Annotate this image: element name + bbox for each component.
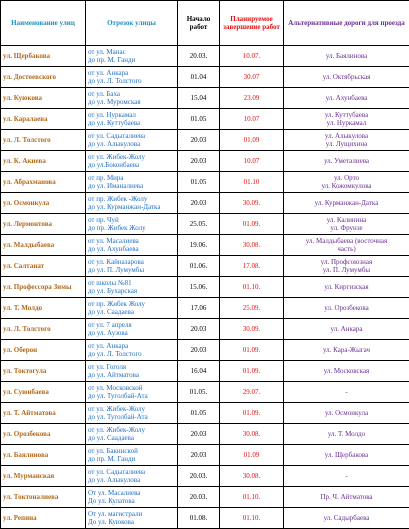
alternative-roads-cell: [284, 298, 409, 319]
end-date-cell: [220, 298, 284, 319]
segment-cell-line: от ул. Московской: [88, 384, 175, 392]
table-row: [1, 88, 409, 109]
segment-cell-line: до пр. М. Ганди: [88, 455, 175, 463]
table-row: [1, 445, 409, 466]
end-date-cell-line: 30.08.: [222, 472, 281, 480]
alternative-roads-cell-line: ул. Уметалиева: [286, 157, 407, 165]
alternative-roads-cell: [284, 466, 409, 487]
alternative-roads-cell: [284, 67, 409, 88]
end-date-cell: [220, 403, 284, 424]
start-date-cell: [178, 445, 220, 466]
end-date-cell: [220, 172, 284, 193]
table-row: [1, 67, 409, 88]
segment-cell-line: До ул. Куюкова: [88, 518, 175, 526]
segment-cell-line: до ул. Л. Толстого: [88, 77, 175, 85]
segment-cell: [86, 277, 178, 298]
segment-cell-line: от ул. 7 апреля: [88, 321, 175, 329]
street-name-cell: [1, 403, 86, 424]
start-date-cell-line: 16.04: [180, 367, 217, 375]
street-name-cell: [1, 151, 86, 172]
segment-cell-line: До ул. Кулатова: [88, 497, 175, 505]
end-date-cell: [220, 193, 284, 214]
segment-cell-line: до пр. Жибек Жолу: [88, 224, 175, 232]
start-date-cell-line: 20.03: [180, 136, 217, 144]
header-street: Наименование улиц: [1, 1, 86, 46]
end-date-cell: [220, 466, 284, 487]
start-date-cell: [178, 193, 220, 214]
segment-cell: [86, 172, 178, 193]
alternative-roads-cell-line: ул. Алыкулова: [286, 132, 407, 140]
segment-cell-line: от ул. Анкара: [88, 69, 175, 77]
header-alt: Альтернативные дороги для проезда: [284, 1, 409, 46]
start-date-cell: [178, 403, 220, 424]
alternative-roads-cell: [284, 193, 409, 214]
segment-cell: [86, 424, 178, 445]
end-date-cell-line: 29.07.: [222, 388, 281, 396]
alternative-roads-cell-line: ул. Ахунбаева: [286, 94, 407, 102]
alternative-roads-cell-line: часть): [286, 245, 407, 253]
segment-cell-line: от пр. Чуй: [88, 216, 175, 224]
alternative-roads-cell: [284, 361, 409, 382]
start-date-cell: [178, 214, 220, 235]
end-date-cell-line: 25.09.: [222, 304, 281, 312]
end-date-cell-line: 10.07: [222, 115, 281, 123]
end-date-cell: [220, 151, 284, 172]
table-row: [1, 193, 409, 214]
street-name-cell: [1, 487, 86, 508]
end-date-cell: [220, 109, 284, 130]
alternative-roads-cell-line: ул. Калинина: [286, 216, 407, 224]
alternative-roads-cell: [284, 256, 409, 277]
table-row: [1, 424, 409, 445]
street-name-cell: [1, 109, 86, 130]
start-date-cell-line: 20.03: [180, 325, 217, 333]
end-date-cell-line: 17.08.: [222, 262, 281, 270]
alternative-roads-cell-line: ул. Орозбекова: [286, 304, 407, 312]
end-date-cell: [220, 67, 284, 88]
end-date-cell: [220, 88, 284, 109]
segment-cell-line: до ул. Аузова: [88, 329, 175, 337]
street-name-cell-line: ул. Токтогула: [3, 367, 83, 375]
street-name-cell-line: ул. Суюнбаева: [3, 388, 83, 396]
table-row: [1, 487, 409, 508]
street-name-cell: [1, 340, 86, 361]
start-date-cell: [178, 508, 220, 529]
table-row: [1, 508, 409, 529]
alternative-roads-cell-line: ул. Куттубаева: [286, 111, 407, 119]
segment-cell-line: до ул. Муромская: [88, 98, 175, 106]
alternative-roads-cell: [284, 403, 409, 424]
end-date-cell-line: 01.09.: [222, 346, 281, 354]
start-date-cell-line: 20.03.: [180, 493, 217, 501]
alternative-roads-cell-line: ул. Щербакова: [286, 451, 407, 459]
street-name-cell: [1, 256, 86, 277]
alternative-roads-cell: [284, 319, 409, 340]
alternative-roads-cell: [284, 277, 409, 298]
table-row: [1, 109, 409, 130]
end-date-cell-line: 01.10: [222, 178, 281, 186]
street-name-cell: [1, 193, 86, 214]
street-name-cell: [1, 424, 86, 445]
start-date-cell: [178, 109, 220, 130]
alternative-roads-cell: [284, 130, 409, 151]
street-name-cell: [1, 46, 86, 67]
street-name-cell-line: ул. Баялинова: [3, 451, 83, 459]
street-name-cell-line: ул. Л. Толстого: [3, 325, 83, 333]
segment-cell: [86, 445, 178, 466]
end-date-cell-line: 10.07.: [222, 52, 281, 60]
start-date-cell-line: 20.03: [180, 430, 217, 438]
street-name-cell: [1, 382, 86, 403]
segment-cell-line: от пр. Мира: [88, 174, 175, 182]
street-name-cell-line: ул. Оберон: [3, 346, 83, 354]
end-date-cell-line: 01.09.: [222, 409, 281, 417]
end-date-cell-line: 01.10.: [222, 283, 281, 291]
table-row: [1, 214, 409, 235]
table-row: [1, 277, 409, 298]
segment-cell-line: до ул.Боконбаева: [88, 161, 175, 169]
alternative-roads-cell-line: -: [286, 472, 407, 480]
street-name-cell: [1, 361, 86, 382]
end-date-cell: [220, 214, 284, 235]
alternative-roads-cell-line: ул. Садырбаева: [286, 514, 407, 522]
end-date-cell: [220, 235, 284, 256]
start-date-cell-line: 01.05.: [180, 388, 217, 396]
street-name-cell-line: ул. Л. Толстого: [3, 136, 83, 144]
start-date-cell-line: 20.03.: [180, 472, 217, 480]
segment-cell: [86, 214, 178, 235]
table-row: [1, 46, 409, 67]
table-body: [1, 46, 409, 529]
alternative-roads-cell-line: ул. Профсоюзная: [286, 258, 407, 266]
street-name-cell-line: ул. Щербакова: [3, 52, 83, 60]
street-name-cell: [1, 298, 86, 319]
street-name-cell: [1, 67, 86, 88]
segment-cell-line: от ул. Садыгалиева: [88, 468, 175, 476]
table-row: [1, 130, 409, 151]
end-date-cell: [220, 46, 284, 67]
table-row: [1, 298, 409, 319]
header-segment: Отрезок улицы: [86, 1, 178, 46]
alternative-roads-cell-line: ул. Анкара: [286, 325, 407, 333]
street-name-cell: [1, 130, 86, 151]
end-date-cell: [220, 382, 284, 403]
segment-cell-line: до ул. Туголбай-Ата: [88, 392, 175, 400]
start-date-cell-line: 20.03: [180, 346, 217, 354]
alternative-roads-cell-line: ул. Малдыбаева (восточная: [286, 237, 407, 245]
start-date-cell: [178, 151, 220, 172]
start-date-cell: [178, 487, 220, 508]
segment-cell-line: от ул. Жибек-Жолу: [88, 405, 175, 413]
alternative-roads-cell-line: ул. Нуркамал: [286, 119, 407, 127]
segment-cell-line: от ул. Жибек-Жолу: [88, 153, 175, 161]
segment-cell-line: От ул. магистрали: [88, 510, 175, 518]
start-date-cell: [178, 67, 220, 88]
segment-cell-line: до ул. Бухарская: [88, 287, 175, 295]
segment-cell-line: от ул. Гоголя: [88, 363, 175, 371]
end-date-cell-line: 30.07: [222, 73, 281, 81]
end-date-cell: [220, 508, 284, 529]
segment-cell: [86, 298, 178, 319]
segment-cell: [86, 382, 178, 403]
segment-cell: [86, 151, 178, 172]
end-date-cell-line: 30.08.: [222, 430, 281, 438]
street-name-cell: [1, 466, 86, 487]
start-date-cell-line: 20.03: [180, 157, 217, 165]
segment-cell-line: от ул. Анкара: [88, 342, 175, 350]
end-date-cell: [220, 445, 284, 466]
segment-cell-line: до пр. М. Ганди: [88, 56, 175, 64]
end-date-cell-line: 10.07: [222, 157, 281, 165]
street-name-cell-line: ул. Профессора Зимы: [3, 283, 83, 291]
end-date-cell: [220, 361, 284, 382]
segment-cell: [86, 235, 178, 256]
alternative-roads-cell-line: ул. Орто: [286, 174, 407, 182]
end-date-cell-line: 01.10.: [222, 514, 281, 522]
street-name-cell-line: ул. Каралаева: [3, 115, 83, 123]
segment-cell: [86, 487, 178, 508]
segment-cell-line: до ул. Иманалиева: [88, 182, 175, 190]
segment-cell-line: от ул. Бакинской: [88, 447, 175, 455]
street-name-cell-line: ул. Осмонкула: [3, 199, 83, 207]
alternative-roads-cell: [284, 382, 409, 403]
start-date-cell: [178, 340, 220, 361]
alternative-roads-cell: [284, 46, 409, 67]
start-date-cell: [178, 361, 220, 382]
table-row: [1, 382, 409, 403]
table-row: [1, 319, 409, 340]
street-name-cell-line: ул. Абрахманова: [3, 178, 83, 186]
end-date-cell: [220, 424, 284, 445]
segment-cell: [86, 109, 178, 130]
segment-cell: [86, 319, 178, 340]
end-date-cell-line: 01.09: [222, 451, 281, 459]
segment-cell-line: от ул. Манас: [88, 48, 175, 56]
segment-cell-line: от ул. Жибек-Жолу: [88, 426, 175, 434]
segment-cell: [86, 508, 178, 529]
alternative-roads-cell: [284, 508, 409, 529]
end-date-cell-line: 01.09.: [222, 367, 281, 375]
header-row: [1, 1, 409, 46]
table-row: [1, 172, 409, 193]
alternative-roads-cell: [284, 445, 409, 466]
alternative-roads-cell: [284, 109, 409, 130]
alternative-roads-cell: [284, 151, 409, 172]
table-row: [1, 235, 409, 256]
segment-cell-line: от пр. Жибек Жолу: [88, 300, 175, 308]
alternative-roads-cell-line: ул. Осмонкула: [286, 409, 407, 417]
end-date-cell: [220, 340, 284, 361]
end-date-cell-line: 30.08.: [222, 241, 281, 249]
alternative-roads-cell: [284, 172, 409, 193]
start-date-cell-line: 01.04: [180, 73, 217, 81]
end-date-cell-line: 01.09: [222, 136, 281, 144]
segment-cell: [86, 403, 178, 424]
start-date-cell: [178, 424, 220, 445]
segment-cell-line: до ул. Саадаева: [88, 434, 175, 442]
alternative-roads-cell: [284, 340, 409, 361]
alternative-roads-cell-line: ул. Баялинова: [286, 52, 407, 60]
start-date-cell-line: 15.04: [180, 94, 217, 102]
alternative-roads-cell-line: ул. Киргизская: [286, 283, 407, 291]
start-date-cell-line: 25.05.: [180, 220, 217, 228]
segment-cell: [86, 46, 178, 67]
alternative-roads-cell-line: ул. Октябрьская: [286, 73, 407, 81]
segment-cell-line: до ул. Айтматова: [88, 371, 175, 379]
start-date-cell-line: 01.06.: [180, 262, 217, 270]
segment-cell-line: от ул. Нуркамал: [88, 111, 175, 119]
end-date-cell: [220, 277, 284, 298]
alternative-roads-cell-line: ул. Курманжан-Датка: [286, 199, 407, 207]
segment-cell-line: до ул. Саадаева: [88, 308, 175, 316]
street-name-cell-line: ул. Т. Молдо: [3, 304, 83, 312]
table-row: [1, 256, 409, 277]
table-row: [1, 361, 409, 382]
segment-cell: [86, 361, 178, 382]
table-row: [1, 151, 409, 172]
start-date-cell-line: 17.06: [180, 304, 217, 312]
start-date-cell: [178, 235, 220, 256]
segment-cell-line: до ул. Куттубаева: [88, 119, 175, 127]
alternative-roads-cell-line: ул. Кара-Жыгач: [286, 346, 407, 354]
segment-cell-line: от ул. Масалиева: [88, 237, 175, 245]
street-name-cell-line: ул. Токтоналиева: [3, 493, 83, 501]
alternative-roads-cell: [284, 235, 409, 256]
segment-cell-line: от школы №81: [88, 279, 175, 287]
street-name-cell: [1, 277, 86, 298]
segment-cell: [86, 67, 178, 88]
segment-cell: [86, 130, 178, 151]
segment-cell-line: от пр. Жибек -Жолу: [88, 195, 175, 203]
street-name-cell-line: ул. Орозбекова: [3, 430, 83, 438]
start-date-cell-line: 20.03: [180, 451, 217, 459]
start-date-cell: [178, 130, 220, 151]
segment-cell: [86, 88, 178, 109]
end-date-cell: [220, 256, 284, 277]
alternative-roads-cell: [284, 424, 409, 445]
end-date-cell-line: 23.09: [222, 94, 281, 102]
segment-cell: [86, 340, 178, 361]
alternative-roads-cell: [284, 214, 409, 235]
start-date-cell: [178, 88, 220, 109]
table-row: [1, 403, 409, 424]
segment-cell-line: до ул. П. Лумумбы: [88, 266, 175, 274]
table-row: [1, 466, 409, 487]
start-date-cell: [178, 277, 220, 298]
end-date-cell-line: 01.09.: [222, 220, 281, 228]
start-date-cell-line: 15.06.: [180, 283, 217, 291]
segment-cell: [86, 466, 178, 487]
end-date-cell-line: 30.09.: [222, 325, 281, 333]
street-name-cell: [1, 319, 86, 340]
header-start: Начало работ: [178, 1, 220, 46]
segment-cell-line: до ул. Алыкулова: [88, 476, 175, 484]
start-date-cell: [178, 172, 220, 193]
start-date-cell: [178, 466, 220, 487]
street-name-cell: [1, 172, 86, 193]
street-name-cell-line: ул. Куюкова: [3, 94, 83, 102]
street-name-cell: [1, 445, 86, 466]
start-date-cell-line: 01.05: [180, 115, 217, 123]
segment-cell-line: до ул. Алыкулова: [88, 140, 175, 148]
segment-cell-line: до ул. Курманжан-Датка: [88, 203, 175, 211]
end-date-cell: [220, 487, 284, 508]
start-date-cell-line: 20.03.: [180, 52, 217, 60]
start-date-cell: [178, 46, 220, 67]
alternative-roads-cell-line: ул. Московская: [286, 367, 407, 375]
street-name-cell-line: ул. Лермонтова: [3, 220, 83, 228]
alternative-roads-cell: [284, 487, 409, 508]
alternative-roads-cell-line: ул. Лущихина: [286, 140, 407, 148]
alternative-roads-cell-line: ул. П. Лумумбы: [286, 266, 407, 274]
header-end: Планируемое завершение работ: [220, 1, 284, 46]
start-date-cell-line: 20.03: [180, 199, 217, 207]
end-date-cell: [220, 130, 284, 151]
street-name-cell-line: ул. Салтанат: [3, 262, 83, 270]
start-date-cell-line: 01.05: [180, 409, 217, 417]
alternative-roads-cell: [284, 88, 409, 109]
segment-cell-line: от ул. Садыгалиева: [88, 132, 175, 140]
street-name-cell: [1, 214, 86, 235]
street-name-cell-line: ул. Достоевского: [3, 73, 83, 81]
segment-cell-line: до ул. Туголбай-Ата: [88, 413, 175, 421]
end-date-cell: [220, 319, 284, 340]
start-date-cell-line: 01.08.: [180, 514, 217, 522]
street-name-cell: [1, 235, 86, 256]
end-date-cell-line: 01.10.: [222, 493, 281, 501]
start-date-cell: [178, 319, 220, 340]
start-date-cell: [178, 382, 220, 403]
segment-cell: [86, 256, 178, 277]
end-date-cell-line: 30.09.: [222, 199, 281, 207]
street-name-cell-line: ул. К. Акиева: [3, 157, 83, 165]
alternative-roads-cell-line: Пр. Ч. Айтматова: [286, 493, 407, 501]
street-name-cell-line: ул. Мурманская: [3, 472, 83, 480]
alternative-roads-cell-line: -: [286, 388, 407, 396]
street-name-cell-line: ул. Малдыбаева: [3, 241, 83, 249]
street-name-cell-line: ул. Репина: [3, 514, 83, 522]
start-date-cell-line: 19.06.: [180, 241, 217, 249]
street-name-cell-line: ул. Т. Айтматова: [3, 409, 83, 417]
start-date-cell-line: 01.05: [180, 178, 217, 186]
start-date-cell: [178, 256, 220, 277]
segment-cell: [86, 193, 178, 214]
segment-cell-line: до ул. Ахунбаева: [88, 245, 175, 253]
alternative-roads-cell-line: ул. Т. Молдо: [286, 430, 407, 438]
table-row: [1, 340, 409, 361]
alternative-roads-cell-line: ул. Фрунзе: [286, 224, 407, 232]
start-date-cell: [178, 298, 220, 319]
alternative-roads-cell-line: ул. Кожомкулова: [286, 182, 407, 190]
segment-cell-line: от ул. Баха: [88, 90, 175, 98]
segment-cell-line: От ул. Масалиева: [88, 489, 175, 497]
street-name-cell: [1, 88, 86, 109]
street-name-cell: [1, 508, 86, 529]
segment-cell-line: от ул. Кайназарова: [88, 258, 175, 266]
segment-cell-line: до ул. Л. Толстого: [88, 350, 175, 358]
